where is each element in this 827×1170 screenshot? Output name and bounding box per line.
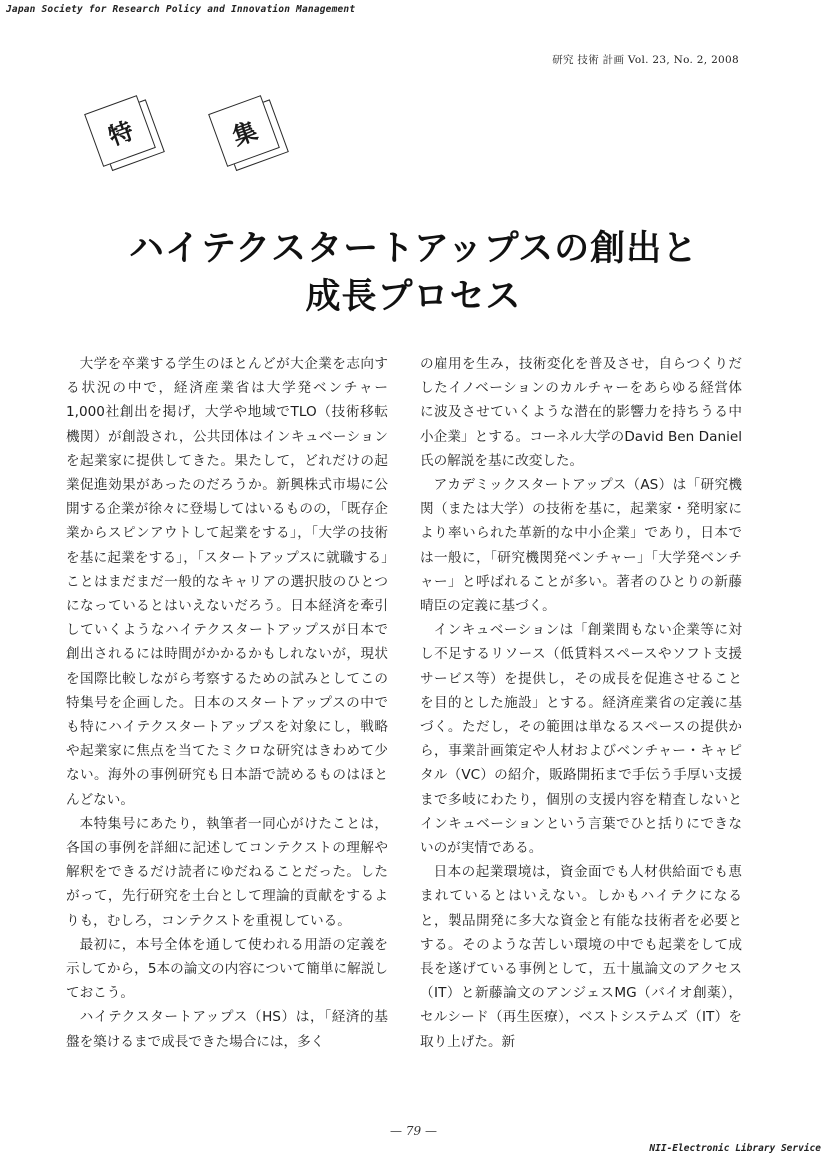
paragraph: 最初に，本号全体を通して使われる用語の定義を示してから，5本の論文の内容について簡単に解説しておこう。	[66, 936, 388, 1002]
paragraph-continued: の雇用を生み，技術変化を普及させ，自らつくりだしたイノベーションのカルチャーをあらゆる経営体に波及させていくような潜在的影響力を持ちうる中小企業」とする。コーネル大学のDavid Ben Daniel氏の解説を基に改変した。	[420, 356, 742, 469]
title-line-1: ハイテクスタートアップスの創出と	[128, 229, 699, 269]
paragraph: 大学を卒業する学生のほとんどが大企業を志向する状況の中で，経済産業省は大学発ベンチャー1,000社創出を掲げ，大学や地域でTLO（技術移転機関）が創設され，公共団体はインキュベーションを起業家に提供してきた。果たして，どれだけの起業促進効果があったのだろうか。新興株式市場に公開する企業が徐々に登場してはいるものの，「既存企業からスピンアウトして起業をする」，「大学の技術を基に起業をする」，「スタートアップスに就職する」ことはまだまだ一般的なキャリアの選択肢のひとつになっているとはいえないだろう。日本経済を牽引していくようなハイテクスタートアップスが日本で創出されるには時間がかかるかもしれないが，現状を国際比較しながら考察するための試みとしてこの特集号を企画した。日本のスタートアップスの中でも特にハイテクスタートアップスを対象にし，戦略や起業家に焦点を当てたミクロな研究はきわめて少ない。海外の事例研究も日本語で読めるものはほとんどない。	[66, 356, 388, 808]
paragraph: ハイテクスタートアップス（HS）は，「経済的基盤を築けるまで成長できた場合には，多く	[66, 1009, 388, 1050]
journal-info: 研究 技術 計画 Vol. 23, No. 2, 2008	[552, 54, 739, 66]
society-banner: Japan Society for Research Policy and Innovation Management	[6, 4, 356, 15]
special-feature-tags	[80, 95, 300, 195]
tag-glyph: 特	[104, 116, 137, 151]
tag-toku	[84, 95, 156, 167]
title-line-2: 成長プロセス	[305, 277, 522, 317]
tag-shu	[208, 95, 280, 167]
page-number: — 79 —	[390, 1124, 437, 1138]
right-column	[420, 352, 742, 1054]
library-banner: NII-Electronic Library Service	[649, 1143, 821, 1154]
paragraph: アカデミックスタートアップス（AS）は「研究機関（または大学）の技術を基に，起業家・発明家により率いられた革新的な中小企業」であり，日本では一般に，「研究機関発ベンチャー」「大学発ベンチャー」と呼ばれることが多い。著者のひとりの新藤晴臣の定義に基づく。	[420, 477, 742, 615]
article-title	[0, 225, 827, 321]
paragraph: インキュベーションは「創業間もない企業等に対し不足するリソース（低賃料スペースやソフト支援サービス等）を提供し，その成長を促進させることを目的とした施設」とする。経済産業省の定義に基づく。ただし，その範囲は単なるスペースの提供から，事業計画策定や人材およびベンチャー・キャピタル（VC）の紹介，販路開拓まで手伝う手厚い支援まで多岐にわたり，個別の支援内容を精査しないとインキュベーションという言葉でひと括りにできないのが実情である。	[420, 622, 742, 857]
paragraph: 本特集号にあたり，執筆者一同心がけたことは，各国の事例を詳細に記述してコンテクストの理解や解釈をできるだけ読者にゆだねることだった。したがって，先行研究を土台として理論的貢献をするよりも，むしろ，コンテクストを重視している。	[66, 815, 388, 929]
paragraph: 日本の起業環境は，資金面でも人材供給面でも恵まれているとはいえない。しかもハイテクになると，製品開発に多大な資金と有能な技術者を必要とする。そのような苦しい環境の中でも起業をして成長を遂げている事例として，五十嵐論文のアクセス（IT）と新藤論文のアンジェスMG（バイオ創薬），セルシード（再生医療），ベストシステムズ（IT）を取り上げた。新	[420, 864, 742, 1050]
left-column	[66, 352, 388, 1054]
tag-glyph: 集	[228, 116, 261, 151]
